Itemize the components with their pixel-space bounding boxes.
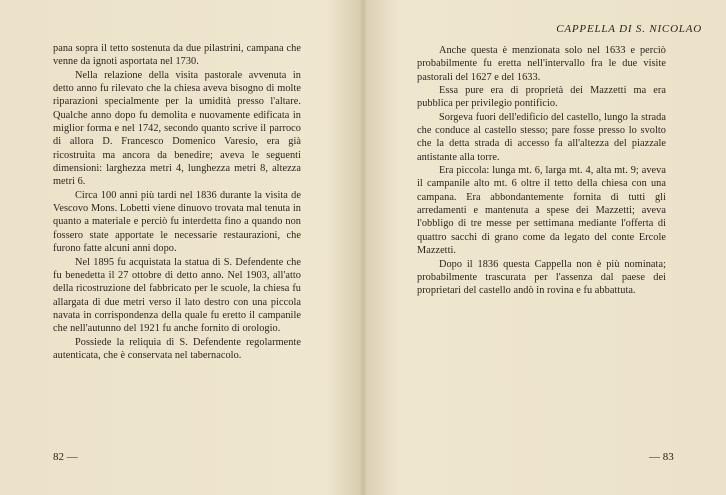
left-page-body [53, 42, 301, 362]
right-paragraph-3: Sorgeva fuori dell'edificio del castello, lungo la strada che conduce al castello stesso; pare fosse presso lo svolto che la detta strada di accesso fa all'altezza del piazzale antistante alla torre. [417, 111, 666, 163]
left-paragraph-2: Nella relazione della visita pastorale avvenuta in detto anno fu rilevato che la chiesa aveva bisogno di molte riparazioni specialmente per la umidità presso l'altare. Qualche anno dopo fu demolita e nuovamente edificata in miglior forma e nel 1742, secondo quanto scrive il parroco di allora D. Francesco Domenico Varesio, era già ricostruita ma ancora da benedire; aveva le seguenti dimensioni: larghezza metri 4, lunghezza metri 8, altezza metri 6. [53, 69, 301, 188]
right-page-body [417, 44, 666, 298]
right-paragraph-4: Era piccola: lunga mt. 6, larga mt. 4, alta mt. 9; aveva il campanile alto mt. 6 oltre il tetto della chiesa con una campana. Era abbondantemente fornita di tutti gli arredamenti e mantenuta a spese dei Mazzetti; aveva l'obbligo di tre messe per settimana mediante l'offerta di quattro sacchi di grano come da legato del conte Ercole Mazzetti. [417, 165, 666, 257]
left-paragraph-4: Nel 1895 fu acquistata la statua di S. Defendente che fu benedetta il 27 ottobre di detto anno. Nel 1903, all'atto della ricostruzione del fabbricato per le scuole, la chiesa fu allargata di due metri verso il lato destro con una piccola navata in corrispondenza della quale fu eretto il campanile che nell'autunno del 1921 fu anche fornito di orologio. [53, 256, 301, 335]
right-page [364, 0, 726, 495]
left-page [0, 0, 362, 495]
left-paragraph-3: Circa 100 anni più tardi nel 1836 durante la visita de Vescovo Mons. Lobetti viene dinuovo trovata mal tenuta in quanto a materiale e perciò fu interdetta fino a quando non fossero state apportate le necessarie restaurazioni, che furono fatte alcuni anni dopo. [53, 189, 301, 255]
right-paragraph-5: Dopo il 1836 questa Cappella non è più nominata; probabilmente trascurata per l'assenza dal paese dei proprietari del castello andò in rovina e fu abbattuta. [417, 258, 666, 297]
right-paragraph-1: Anche questa è menzionata solo nel 1633 e perciò probabilmente fu eretta nell'intervallo fra le due visite pastorali del 1627 e del 1633. [417, 45, 666, 83]
page-number-right: — 83 [649, 451, 674, 463]
page-number-left: 82 — [53, 451, 78, 463]
running-head: CAPPELLA DI S. NICOLAO [556, 23, 702, 35]
right-paragraph-2: Essa pure era di proprietà dei Mazzetti ma era pubblica per privilegio pontificio. [417, 85, 666, 110]
left-paragraph-1: pana sopra il tetto sostenuta da due pilastrini, campana che venne da ignoti asportata nel 1730. [53, 43, 301, 68]
left-paragraph-5: Possiede la reliquia di S. Defendente regolarmente autenticata, che è conservata nel tabernacolo. [53, 336, 301, 361]
